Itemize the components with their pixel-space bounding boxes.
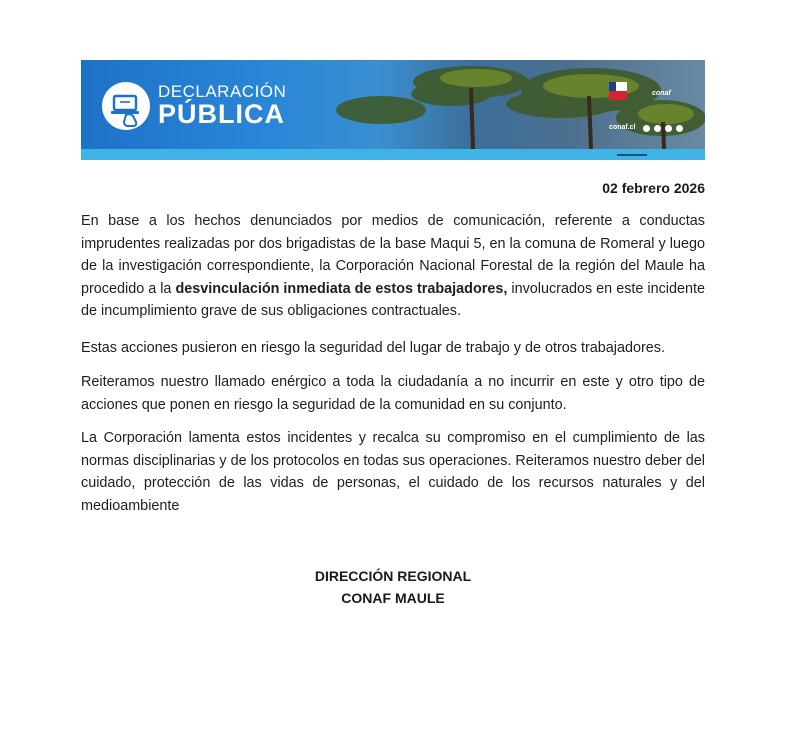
paragraph-2: Estas acciones pusieron en riesgo la seguridad del lugar de trabajo y de otros trabajadores. bbox=[81, 340, 665, 356]
signature-line-2: CONAF MAULE bbox=[341, 590, 445, 606]
paragraph-1-text-a: En base a los hechos denunciados por medios de comunicación, referente a conductas imprudentes realizadas por dos brigadistas de la base Maqui 5, en la comuna de Romeral y luego de la investigación correspondiente, la Corporación Nacional Forestal de la región del Maule ha procedido a la bbox=[81, 213, 705, 297]
paragraph-1-text-b: involucrados en este incidente de incumplimiento grave de sus obligaciones contractuales. bbox=[81, 280, 706, 319]
araucaria-trees-image bbox=[261, 60, 705, 149]
banner-title-line1: DECLARACIÓN bbox=[158, 82, 287, 101]
header-banner bbox=[81, 60, 705, 160]
paragraph-4: La Corporación lamenta estos incidentes y recalca su compromiso en el cumplimiento de las normas disciplinarias y de los protocolos en todas sus operaciones. Reiteramos nuestro deber del cuidado, protección de las vidas de personas, el cuidado de los recursos naturales y del medioambiente bbox=[81, 430, 705, 514]
youtube-icon bbox=[676, 125, 683, 132]
paragraph-1-bold: desvinculación inmediata de estos trabajadores, bbox=[175, 280, 508, 297]
conaf-url: conaf.cl bbox=[609, 124, 636, 131]
instagram-icon bbox=[665, 125, 672, 132]
laptop-hand-icon bbox=[102, 82, 150, 130]
conaf-logo: conaf bbox=[652, 90, 671, 97]
banner-strip bbox=[81, 149, 705, 160]
facebook-icon bbox=[654, 125, 661, 132]
banner-title-line2: PÚBLICA bbox=[158, 99, 285, 129]
x-icon bbox=[643, 125, 650, 132]
paragraph-1 bbox=[81, 210, 705, 323]
gobierno-de-chile-logo bbox=[609, 82, 627, 108]
document-date: 02 febrero 2026 bbox=[602, 180, 705, 196]
paragraph-3: Reiteramos nuestro llamado enérgico a toda la ciudadanía a no incurrir en este y otro tipo de acciones que ponen en riesgo la seguridad de la comunidad en su conjunto. bbox=[81, 374, 705, 413]
signature-line-1: DIRECCIÓN REGIONAL bbox=[314, 568, 472, 584]
